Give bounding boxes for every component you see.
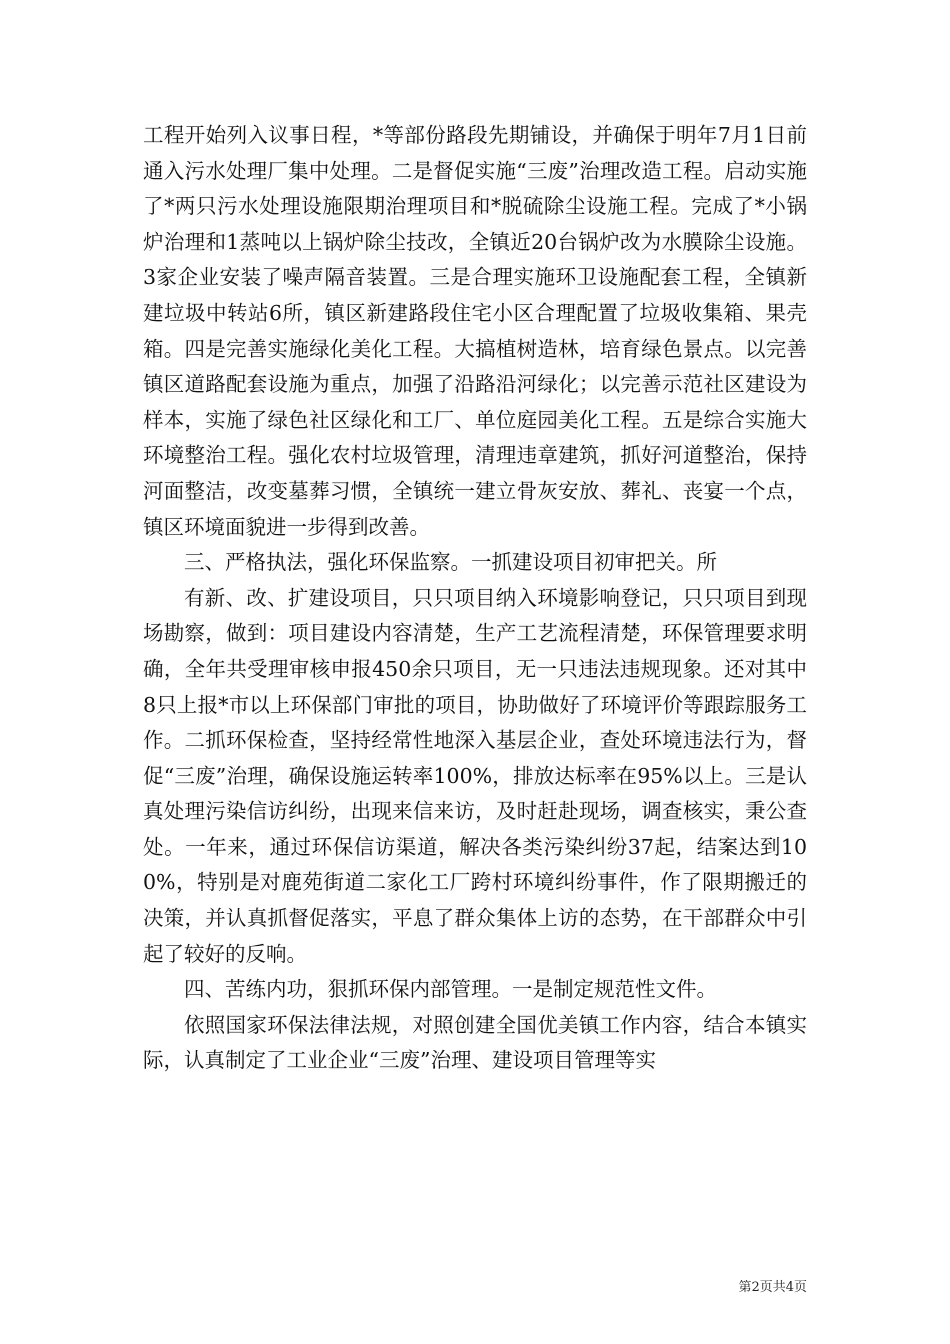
paragraph-section-three-body: 有新、改、扩建设项目，只只项目纳入环境影响登记，只只项目到现场勘察，做到：项目建设内容清楚，生产工艺流程清楚，环保管理要求明确，全年共受理审核申报450余只项目，无一只违法违规现象。还对其中8只上报*市以上环保部门审批的项目，协助做好了环境评价等跟踪服务工作。二抓环保检查，坚持经常性地深入基层企业，查处环境违法行为，督促“三废”治理，确保设施运转率100%，排放达标率在95%以上。三是认真处理污染信访纠纷，出现来信来访，及时赶赴现场，调查核实，秉公查处。一年来，通过环保信访渠道，解决各类污染纠纷37起，结案达到100%，特别是对鹿苑街道二家化工厂跨村环境纠纷事件，作了限期搬迁的决策，并认真抓督促落实，平息了群众集体上访的态势，在干部群众中引起了较好的反响。 (143, 585, 807, 966)
paragraph-section-three-heading: 三、严格执法，强化环保监察。一抓建设项目初审把关。所 (184, 550, 717, 575)
page-number-footer: 第2页共4页 (738, 1280, 807, 1295)
paragraph-continuation: 工程开始列入议事日程，*等部份路段先期铺设，并确保于明年7月1日前通入污水处理厂集中处理。二是督促实施“三废”治理改造工程。启动实施了*两只污水处理设施限期治理项目和*脱硫除尘设施工程。完成了*小锅炉治理和1蒸吨以上锅炉除尘技改，全镇近20台锅炉改为水膜除尘设施。3家企业安装了噪声隔音装置。三是合理实施环卫设施配套工程，全镇新建垃圾中转站6所，镇区新建路段住宅小区合理配置了垃圾收集箱、果壳箱。四是完善实施绿化美化工程。大搞植树造林，培育绿色景点。以完善镇区道路配套设施为重点，加强了沿路沿河绿化；以完善示范社区建设为样本，实施了绿色社区绿化和工厂、单位庭园美化工程。五是综合实施大环境整治工程。强化农村垃圾管理，清理违章建筑，抓好河道整治，保持河面整洁，改变墓葬习惯，全镇统一建立骨灰安放、葬礼、丧宴一个点，镇区环境面貌进一步得到改善。 (143, 123, 807, 539)
document-body (143, 118, 807, 1079)
paragraph-section-four-heading: 四、苦练内功，狠抓环保内部管理。一是制定规范性文件。 (184, 977, 717, 1002)
paragraph-section-four-body: 依照国家环保法律法规，对照创建全国优美镇工作内容，结合本镇实际，认真制定了工业企业“三废”治理、建设项目管理等实 (143, 1012, 807, 1073)
